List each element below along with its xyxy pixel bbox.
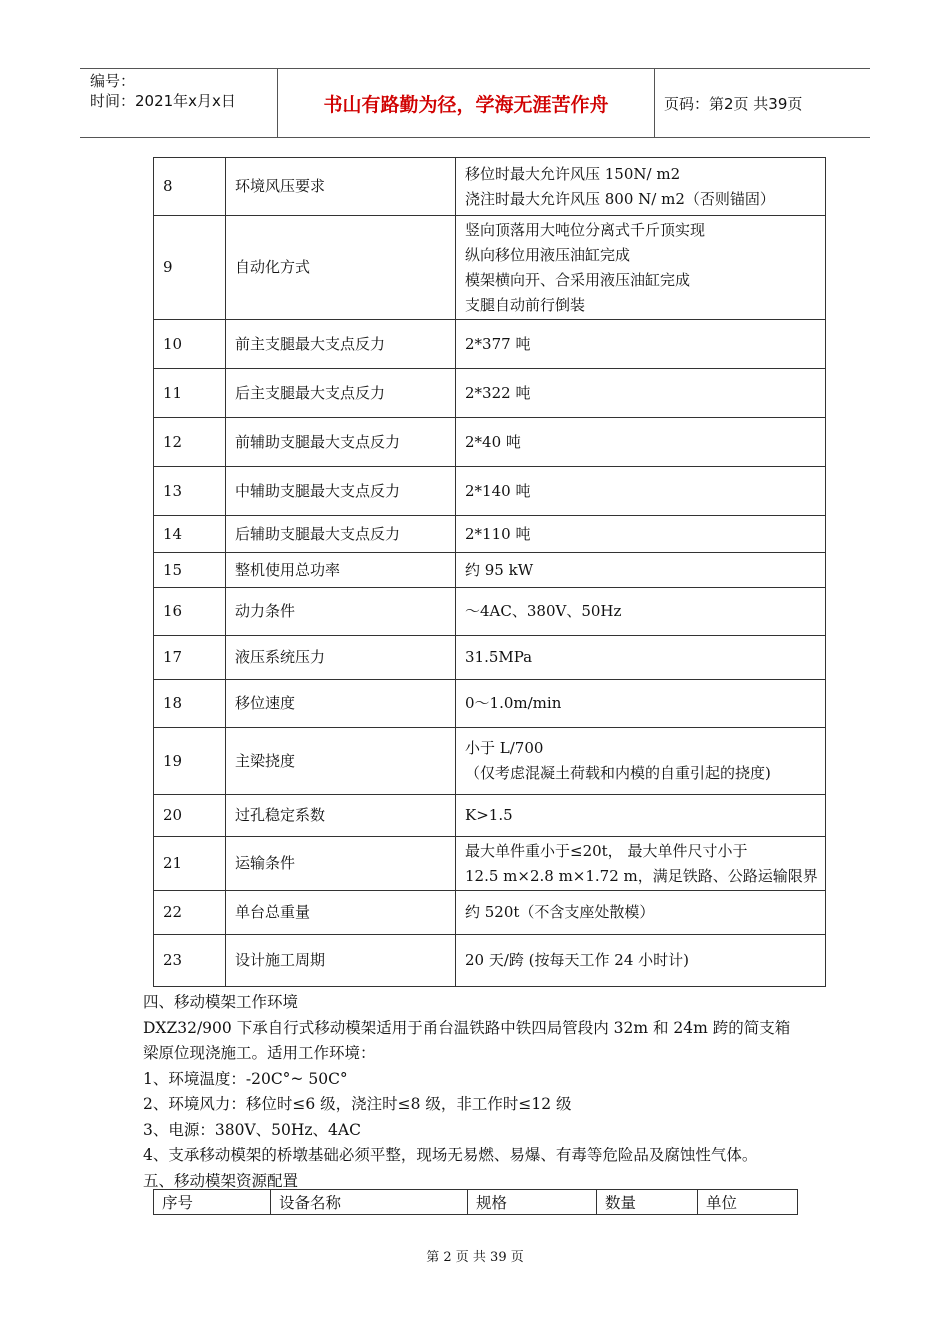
- spec-row-number: 9: [154, 216, 226, 320]
- spec-row: [154, 467, 826, 516]
- spec-value-line: 竖向顶落用大吨位分离式千斤顶实现: [465, 220, 706, 239]
- env-item-2: 2、环境风力：移位时≤6 级，浇注时≤8 级，非工作时≤12 级: [143, 1095, 572, 1113]
- spec-row-item: 设计施工周期: [226, 935, 456, 987]
- spec-row-value: [456, 636, 826, 680]
- spec-row-value: [456, 216, 826, 320]
- spec-value-line: 20 天/跨 (按每天工作 24 小时计): [465, 951, 690, 969]
- spec-row-value: [456, 516, 826, 553]
- col-header-qty: 数量: [597, 1190, 698, 1215]
- spec-row-number: 20: [154, 795, 226, 837]
- spec-row-item: 液压系统压力: [226, 636, 456, 680]
- spec-value-line: 纵向移位用液压油缸完成: [465, 245, 631, 264]
- section4-title: 四、移动模架工作环境: [143, 993, 299, 1011]
- spec-row-number: 8: [154, 158, 226, 216]
- env-item-4: 4、支承移动模架的桥墩基础必须平整，现场无易燃、易爆、有毒等危险品及腐蚀性气体。: [143, 1146, 758, 1164]
- spec-value-line: 2*322 吨: [465, 383, 531, 402]
- env-item-1: 1、环境温度：-20C°~ 50C°: [143, 1069, 348, 1088]
- spec-row: [154, 891, 826, 935]
- section4-intro-1: DXZ32/900 下承自行式移动模架适用于甬台温铁路中铁四局管段内 32m 和 24m 跨的简支箱: [143, 1018, 791, 1037]
- spec-row-number: 23: [154, 935, 226, 987]
- spec-value-line: 约 520t（不含支座处散模）: [465, 903, 655, 921]
- col-header-spec: 规格: [468, 1190, 597, 1215]
- spec-row-value: [456, 891, 826, 935]
- spec-row-number: 12: [154, 418, 226, 467]
- spec-row-item: 过孔稳定系数: [226, 795, 456, 837]
- spec-value-line: 约 95 kW: [465, 560, 534, 579]
- spec-value-line: 浇注时最大允许风压 800 N/ m2（否则锚固）: [465, 189, 775, 208]
- spec-row-item: 自动化方式: [226, 216, 456, 320]
- spec-value-line: 小于 L/700: [465, 739, 544, 757]
- spec-value-line: 支腿自动前行倒装: [465, 295, 586, 314]
- spec-value-line: 0～1.0m/min: [465, 694, 562, 712]
- spec-row: [154, 728, 826, 795]
- spec-row-item: 运输条件: [226, 837, 456, 891]
- time-label: 时间：2021年x月x日: [90, 92, 236, 110]
- spec-row-value: [456, 418, 826, 467]
- page-header: [80, 68, 870, 138]
- spec-value-line: 最大单件重小于≤20t， 最大单件尺寸小于: [465, 841, 748, 860]
- header-motto: 书山有路勤为径，学海无涯苦作舟: [278, 69, 655, 137]
- header-meta: [80, 69, 278, 137]
- spec-row-item: 后主支腿最大支点反力: [226, 369, 456, 418]
- spec-row: [154, 636, 826, 680]
- spec-row-item: 中辅助支腿最大支点反力: [226, 467, 456, 516]
- serial-label: 编号：: [90, 72, 136, 90]
- spec-row-item: 前辅助支腿最大支点反力: [226, 418, 456, 467]
- spec-row-item: 前主支腿最大支点反力: [226, 320, 456, 369]
- spec-row-value: [456, 588, 826, 636]
- spec-row-value: [456, 158, 826, 216]
- spec-row: [154, 935, 826, 987]
- spec-row-value: [456, 553, 826, 588]
- spec-row: [154, 418, 826, 467]
- col-header-name: 设备名称: [271, 1190, 468, 1215]
- spec-row: [154, 588, 826, 636]
- spec-row-value: [456, 795, 826, 837]
- spec-row-value: [456, 837, 826, 891]
- spec-row-number: 16: [154, 588, 226, 636]
- spec-row-number: 18: [154, 680, 226, 728]
- spec-row-item: 环境风压要求: [226, 158, 456, 216]
- body-text: [143, 990, 843, 1194]
- spec-row: [154, 216, 826, 320]
- spec-row: [154, 516, 826, 553]
- spec-row-number: 11: [154, 369, 226, 418]
- spec-row-item: 主梁挠度: [226, 728, 456, 795]
- spec-row: [154, 795, 826, 837]
- spec-table-body: [154, 158, 826, 987]
- section5-title: 五、移动模架资源配置: [143, 1171, 299, 1190]
- spec-row-item: 后辅助支腿最大支点反力: [226, 516, 456, 553]
- spec-row: [154, 837, 826, 891]
- spec-row-value: [456, 320, 826, 369]
- spec-row: [154, 369, 826, 418]
- spec-value-line: 2*40 吨: [465, 432, 521, 451]
- spec-row: [154, 680, 826, 728]
- header-page-label: 页码：第2页 共39页: [664, 94, 803, 113]
- spec-row-item: 整机使用总功率: [226, 553, 456, 588]
- resource-table: [153, 1189, 798, 1215]
- spec-row-value: [456, 935, 826, 987]
- spec-row: [154, 553, 826, 588]
- spec-value-line: （仅考虑混凝土荷载和内模的自重引起的挠度): [465, 764, 771, 782]
- spec-row-number: 13: [154, 467, 226, 516]
- spec-row-value: [456, 467, 826, 516]
- spec-row-number: 17: [154, 636, 226, 680]
- spec-row-value: [456, 728, 826, 795]
- spec-value-line: K>1.5: [465, 806, 513, 824]
- spec-value-line: 31.5MPa: [465, 648, 533, 666]
- spec-value-line: ～4AC、380V、50Hz: [465, 602, 622, 620]
- spec-row-number: 14: [154, 516, 226, 553]
- spec-row-item: 动力条件: [226, 588, 456, 636]
- spec-row: [154, 158, 826, 216]
- spec-row-number: 21: [154, 837, 226, 891]
- spec-value-line: 2*110 吨: [465, 524, 531, 543]
- spec-value-line: 2*377 吨: [465, 334, 531, 353]
- spec-row-number: 19: [154, 728, 226, 795]
- spec-value-line: 12.5 m×2.8 m×1.72 m，满足铁路、公路运输限界: [465, 866, 818, 885]
- env-item-3: 3、电源：380V、50Hz、4AC: [143, 1120, 361, 1139]
- spec-row-value: [456, 369, 826, 418]
- spec-row-number: 22: [154, 891, 226, 935]
- col-header-no: 序号: [154, 1190, 271, 1215]
- spec-value-line: 模架横向开、合采用液压油缸完成: [465, 270, 691, 289]
- col-header-unit: 单位: [698, 1190, 798, 1215]
- spec-row-number: 10: [154, 320, 226, 369]
- spec-row-item: 移位速度: [226, 680, 456, 728]
- resource-table-header: [154, 1190, 798, 1215]
- page-footer: 第 2 页 共 39 页: [426, 1250, 524, 1265]
- spec-value-line: 2*140 吨: [465, 481, 531, 500]
- spec-table: [153, 157, 826, 987]
- spec-row-number: 15: [154, 553, 226, 588]
- section4-intro-2: 梁原位现浇施工。适用工作环境：: [143, 1044, 376, 1062]
- spec-row: [154, 320, 826, 369]
- spec-value-line: 移位时最大允许风压 150N/ m2: [465, 164, 681, 183]
- spec-row-item: 单台总重量: [226, 891, 456, 935]
- spec-row-value: [456, 680, 826, 728]
